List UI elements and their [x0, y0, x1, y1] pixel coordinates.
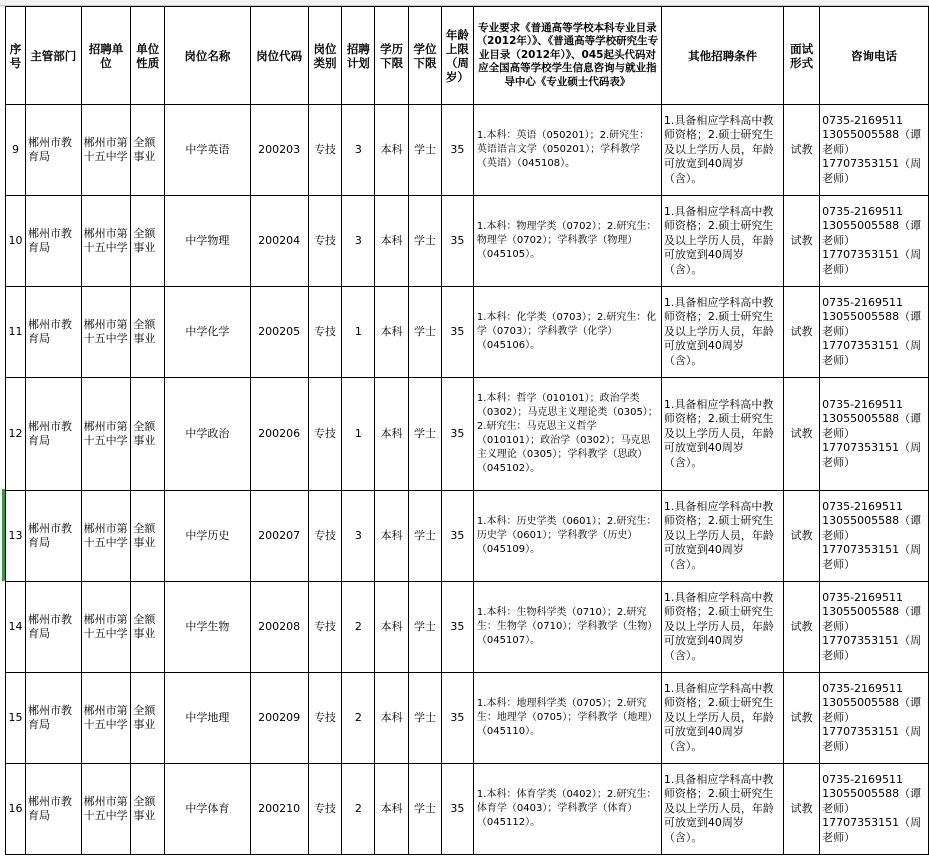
cell-degree: 学士: [409, 582, 442, 673]
cell-seq: 13: [6, 491, 26, 582]
cell-phone: 0735-2169511 13055005588（谭老师）17707353151（周老师）: [820, 764, 929, 855]
cell-dept: 郴州市教育局: [25, 378, 81, 491]
header-code: 岗位代码: [250, 7, 308, 105]
cell-post: 中学政治: [165, 378, 250, 491]
cell-plan: 3: [342, 196, 375, 287]
cell-edu: 本科: [375, 673, 409, 764]
cell-post: 中学英语: [165, 105, 250, 196]
cell-plan: 2: [342, 673, 375, 764]
cell-phone: 0735-2169511 13055005588（谭老师）17707353151（周老师）: [820, 287, 929, 378]
cell-interview: 试教: [784, 491, 820, 582]
cell-cond: 1.具备相应学科高中教师资格；2.硕士研究生及以上学历人员，年龄可放宽到40周岁（含）。: [661, 491, 783, 582]
cell-plan: 3: [342, 105, 375, 196]
cell-code: 200208: [250, 582, 308, 673]
cell-dept: 郴州市教育局: [25, 491, 81, 582]
cell-seq: 11: [6, 287, 26, 378]
cell-phone: 0735-2169511 13055005588（谭老师）17707353151（周老师）: [820, 378, 929, 491]
cell-type: 专技: [308, 378, 342, 491]
cell-major: 1.本科：化学类（0703）；2.研究生：化学（0703）；学科教学（化学）（045106）。: [473, 287, 661, 378]
cell-edu: 本科: [375, 196, 409, 287]
cell-type: 专技: [308, 287, 342, 378]
cell-post: 中学物理: [165, 196, 250, 287]
header-seq: 序号: [6, 7, 26, 105]
cell-major: 1.本科：哲学（010101）；政治学类（0302）；马克思主义理论类（0305）；2.研究生：马克思主义哲学（010101）；政治学（0302）；马克思主义理论（0305）；学科教学（思政）（045102）。: [473, 378, 661, 491]
cell-interview: 试教: [784, 105, 820, 196]
cell-type: 专技: [308, 196, 342, 287]
cell-age: 35: [441, 764, 473, 855]
cell-cond: 1.具备相应学科高中教师资格；2.硕士研究生及以上学历人员，年龄可放宽到40周岁（含）。: [661, 196, 783, 287]
cell-edu: 本科: [375, 764, 409, 855]
cell-nature: 全额事业: [131, 582, 165, 673]
header-dept: 主管部门: [25, 7, 81, 105]
cell-unit: 郴州市第十五中学: [81, 287, 131, 378]
header-age: 年龄上限（周岁）: [441, 7, 473, 105]
cell-edu: 本科: [375, 105, 409, 196]
table-row: [6, 378, 929, 491]
cell-dept: 郴州市教育局: [25, 673, 81, 764]
header-phone: 咨询电话: [820, 7, 929, 105]
cell-cond: 1.具备相应学科高中教师资格；2.硕士研究生及以上学历人员，年龄可放宽到40周岁（含）。: [661, 378, 783, 491]
cell-unit: 郴州市第十五中学: [81, 582, 131, 673]
cell-major: 1.本科：英语（050201）；2.研究生：英语语言文学（050201）；学科教学（英语）（045108）。: [473, 105, 661, 196]
table-row: [6, 196, 929, 287]
cell-post: 中学历史: [165, 491, 250, 582]
cell-major: 1.本科：地理科学类（0705）；2.研究生：地理学（0705）；学科教学（地理）（045110）。: [473, 673, 661, 764]
cell-dept: 郴州市教育局: [25, 196, 81, 287]
cell-cond: 1.具备相应学科高中教师资格；2.硕士研究生及以上学历人员，年龄可放宽到40周岁（含）。: [661, 673, 783, 764]
cell-major: 1.本科：体育学类（0402）；2.研究生：体育学（0403）；学科教学（体育）（045112）。: [473, 764, 661, 855]
cell-unit: 郴州市第十五中学: [81, 673, 131, 764]
cell-plan: 2: [342, 582, 375, 673]
table-row: [6, 582, 929, 673]
cell-type: 专技: [308, 491, 342, 582]
header-cond: 其他招聘条件: [661, 7, 783, 105]
cell-dept: 郴州市教育局: [25, 764, 81, 855]
cell-nature: 全额事业: [131, 196, 165, 287]
cell-unit: 郴州市第十五中学: [81, 764, 131, 855]
cell-edu: 本科: [375, 491, 409, 582]
cell-cond: 1.具备相应学科高中教师资格；2.硕士研究生及以上学历人员，年龄可放宽到40周岁（含）。: [661, 287, 783, 378]
cell-nature: 全额事业: [131, 491, 165, 582]
cell-edu: 本科: [375, 287, 409, 378]
cell-nature: 全额事业: [131, 105, 165, 196]
header-plan: 招聘计划: [342, 7, 375, 105]
header-nature: 单位性质: [131, 7, 165, 105]
table-row: [6, 491, 929, 582]
cell-interview: 试教: [784, 673, 820, 764]
cell-nature: 全额事业: [131, 673, 165, 764]
cell-code: 200210: [250, 764, 308, 855]
cell-interview: 试教: [784, 764, 820, 855]
cell-phone: 0735-2169511 13055005588（谭老师）17707353151（周老师）: [820, 582, 929, 673]
cell-edu: 本科: [375, 378, 409, 491]
cell-age: 35: [441, 491, 473, 582]
cell-degree: 学士: [409, 491, 442, 582]
cell-seq: 15: [6, 673, 26, 764]
cell-nature: 全额事业: [131, 378, 165, 491]
cell-major: 1.本科：物理学类（0702）；2.研究生：物理学（0702）；学科教学（物理）（045105）。: [473, 196, 661, 287]
cell-seq: 9: [6, 105, 26, 196]
cell-interview: 试教: [784, 196, 820, 287]
header-edu: 学历下限: [375, 7, 409, 105]
cell-post: 中学生物: [165, 582, 250, 673]
table-row: [6, 287, 929, 378]
header-degree: 学位下限: [409, 7, 442, 105]
cell-code: 200209: [250, 673, 308, 764]
header-row: [6, 7, 929, 105]
cell-seq: 12: [6, 378, 26, 491]
cell-unit: 郴州市第十五中学: [81, 491, 131, 582]
cell-phone: 0735-2169511 13055005588（谭老师）17707353151（周老师）: [820, 491, 929, 582]
cell-unit: 郴州市第十五中学: [81, 378, 131, 491]
header-major: 专业要求《普通高等学校本科专业目录（2012年）》、《普通高等学校研究生专业目录（2012年）》、045起头代码对应全国高等学校学生信息咨询与就业指导中心《专业硕士代码表》: [473, 7, 661, 105]
cell-plan: 1: [342, 287, 375, 378]
cell-post: 中学体育: [165, 764, 250, 855]
header-type: 岗位类别: [308, 7, 342, 105]
cell-degree: 学士: [409, 105, 442, 196]
cell-interview: 试教: [784, 287, 820, 378]
cell-seq: 16: [6, 764, 26, 855]
cell-code: 200203: [250, 105, 308, 196]
cell-type: 专技: [308, 582, 342, 673]
header-unit: 招聘单位: [81, 7, 131, 105]
cell-post: 中学地理: [165, 673, 250, 764]
cell-degree: 学士: [409, 673, 442, 764]
cell-type: 专技: [308, 105, 342, 196]
cell-major: 1.本科：历史学类（0601）；2.研究生：历史学（0601）；学科教学（历史）（045109）。: [473, 491, 661, 582]
cell-interview: 试教: [784, 378, 820, 491]
cell-major: 1.本科：生物科学类（0710）；2.研究生：生物学（0710）；学科教学（生物）（045107）。: [473, 582, 661, 673]
cell-dept: 郴州市教育局: [25, 287, 81, 378]
cell-degree: 学士: [409, 764, 442, 855]
cell-plan: 3: [342, 491, 375, 582]
cell-degree: 学士: [409, 378, 442, 491]
cell-type: 专技: [308, 673, 342, 764]
cell-nature: 全额事业: [131, 764, 165, 855]
cell-code: 200207: [250, 491, 308, 582]
cell-cond: 1.具备相应学科高中教师资格；2.硕士研究生及以上学历人员，年龄可放宽到40周岁（含）。: [661, 764, 783, 855]
table-row: [6, 764, 929, 855]
recruitment-table: [5, 6, 929, 855]
cell-code: 200204: [250, 196, 308, 287]
cell-dept: 郴州市教育局: [25, 582, 81, 673]
cell-plan: 1: [342, 378, 375, 491]
cell-age: 35: [441, 196, 473, 287]
cell-phone: 0735-2169511 13055005588（谭老师）17707353151（周老师）: [820, 105, 929, 196]
cell-seq: 10: [6, 196, 26, 287]
cell-age: 35: [441, 582, 473, 673]
cell-phone: 0735-2169511 13055005588（谭老师）17707353151（周老师）: [820, 196, 929, 287]
cell-interview: 试教: [784, 582, 820, 673]
cell-cond: 1.具备相应学科高中教师资格；2.硕士研究生及以上学历人员，年龄可放宽到40周岁（含）。: [661, 105, 783, 196]
cell-age: 35: [441, 287, 473, 378]
cell-post: 中学化学: [165, 287, 250, 378]
cell-code: 200206: [250, 378, 308, 491]
cell-seq: 14: [6, 582, 26, 673]
cell-unit: 郴州市第十五中学: [81, 196, 131, 287]
cell-age: 35: [441, 673, 473, 764]
cell-code: 200205: [250, 287, 308, 378]
table-row: [6, 105, 929, 196]
cell-degree: 学士: [409, 287, 442, 378]
cell-age: 35: [441, 378, 473, 491]
cell-cond: 1.具备相应学科高中教师资格；2.硕士研究生及以上学历人员，年龄可放宽到40周岁（含）。: [661, 582, 783, 673]
cell-nature: 全额事业: [131, 287, 165, 378]
cell-age: 35: [441, 105, 473, 196]
cell-degree: 学士: [409, 196, 442, 287]
cell-unit: 郴州市第十五中学: [81, 105, 131, 196]
header-post: 岗位名称: [165, 7, 250, 105]
cell-edu: 本科: [375, 582, 409, 673]
header-interview: 面试形式: [784, 7, 820, 105]
cell-dept: 郴州市教育局: [25, 105, 81, 196]
cell-type: 专技: [308, 764, 342, 855]
cell-plan: 2: [342, 764, 375, 855]
cell-phone: 0735-2169511 13055005588（谭老师）17707353151（周老师）: [820, 673, 929, 764]
table-row: [6, 673, 929, 764]
